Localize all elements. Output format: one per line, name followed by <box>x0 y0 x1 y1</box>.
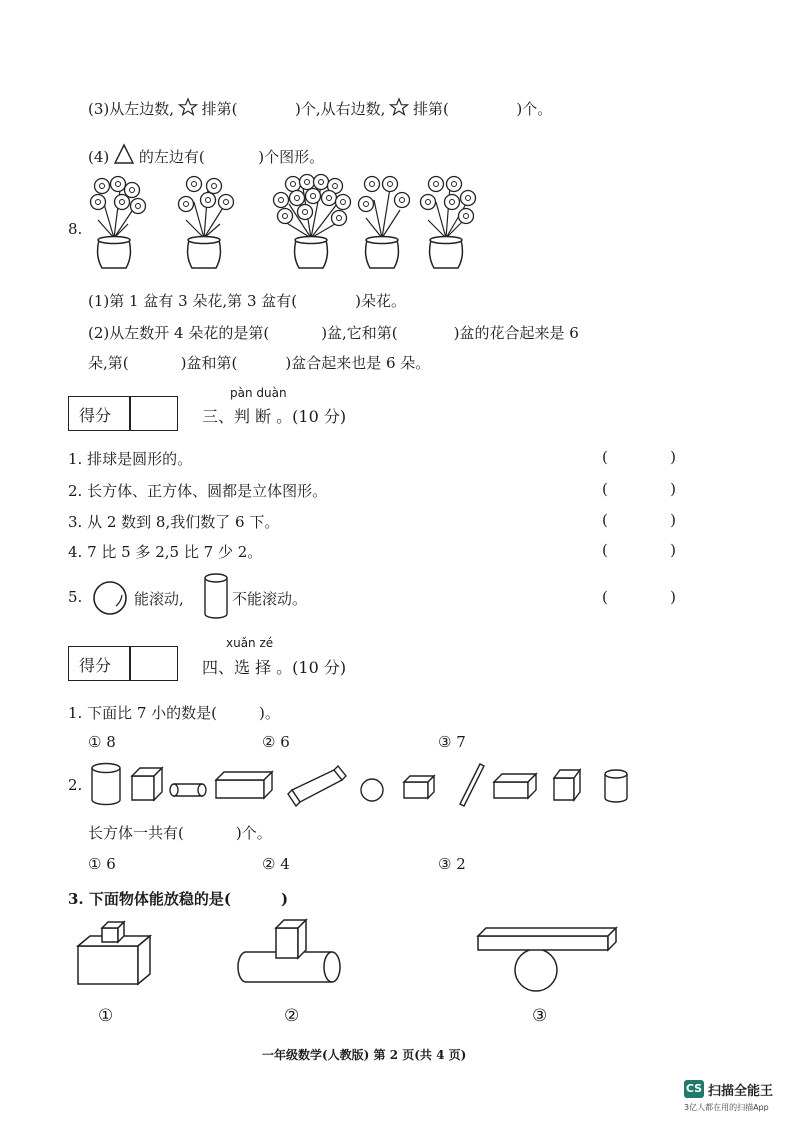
sphere-icon <box>92 580 128 616</box>
stack-option-1-illustration[interactable] <box>76 922 156 986</box>
judge-item-5-a: 能滚动, <box>134 590 184 608</box>
triangle-icon <box>114 144 134 164</box>
star-icon <box>179 98 197 116</box>
score-box-section3: 得分 <box>68 396 178 431</box>
stack-option-2-illustration[interactable] <box>236 918 346 984</box>
choice-q1-option-1[interactable]: ① 8 <box>88 733 116 751</box>
choice-q2-number: 2. <box>68 776 83 794</box>
section4-pinyin: xuǎn zé <box>226 636 274 650</box>
flower-pot-3 <box>274 175 351 269</box>
q8-item2-cont: 朵,第( )盆和第( )盆合起来也是 6 朵。 <box>88 354 431 372</box>
judge-item-2: 2. 长方体、正方体、圆都是立体图形。 <box>68 482 328 500</box>
choice-q2-option-1[interactable]: ① 6 <box>88 855 116 873</box>
flower-pot-5 <box>421 177 476 269</box>
judge-item-3: 3. 从 2 数到 8,我们数了 6 下。 <box>68 513 280 531</box>
scanner-badge: CS <box>684 1080 704 1098</box>
q8-item2: (2)从左数开 4 朵花的是第( )盆,它和第( )盆的花合起来是 6 <box>88 324 579 342</box>
choice-q2-option-3[interactable]: ③ 2 <box>438 855 466 873</box>
judge-item-1: 1. 排球是圆形的。 <box>68 450 193 468</box>
judge-answer-3[interactable]: ( ) <box>602 511 676 529</box>
judge-answer-1[interactable]: ( ) <box>602 448 676 466</box>
judge-answer-2[interactable]: ( ) <box>602 480 676 498</box>
q7-item4: (4) 的左边有( )个图形。 <box>88 144 324 167</box>
scanner-app-name: 扫描全能王 <box>708 1084 774 1099</box>
score-box-section4: 得分 <box>68 646 178 681</box>
judge-answer-4[interactable]: ( ) <box>602 541 676 559</box>
q7-item3: (3)从左边数, 排第( )个,从右边数, 排第( )个。 <box>88 100 553 118</box>
star-icon <box>390 98 408 116</box>
choice-q2: 长方体一共有( )个。 <box>88 824 272 842</box>
q8-number: 8. <box>68 220 83 238</box>
stack-option-1-label[interactable]: ① <box>98 1006 114 1026</box>
choice-q1: 1. 下面比 7 小的数是( )。 <box>68 704 280 722</box>
choice-q1-option-3[interactable]: ③ 7 <box>438 733 466 751</box>
flower-pot-1 <box>91 177 146 269</box>
judge-item-5: 5. <box>68 588 83 606</box>
choice-q3: 3. 下面物体能放稳的是( ) <box>68 890 289 908</box>
page-footer: 一年级数学(人教版) 第 2 页(共 4 页) <box>262 1048 467 1062</box>
solids-row-illustration <box>88 760 648 810</box>
stack-option-3-label[interactable]: ③ <box>532 1006 548 1026</box>
choice-q1-option-2[interactable]: ② 6 <box>262 733 290 751</box>
judge-answer-5[interactable]: ( ) <box>602 588 676 606</box>
scanner-app-tagline: 3亿人都在用的扫描App <box>684 1103 769 1112</box>
judge-item-5-b: 不能滚动。 <box>232 590 308 608</box>
flower-pots-illustration <box>86 174 646 274</box>
stack-option-3-illustration[interactable] <box>474 922 624 992</box>
q8-item1: (1)第 1 盆有 3 朵花,第 3 盆有( )朵花。 <box>88 292 406 310</box>
flower-pot-4 <box>359 177 410 269</box>
cylinder-icon <box>202 573 230 619</box>
section3-pinyin: pàn duàn <box>230 386 287 400</box>
stack-option-2-label[interactable]: ② <box>284 1006 300 1026</box>
section3-title: 三、判 断 。(10 分) <box>202 407 347 426</box>
flower-pot-2 <box>179 177 234 269</box>
choice-q2-option-2[interactable]: ② 4 <box>262 855 290 873</box>
judge-item-4: 4. 7 比 5 多 2,5 比 7 少 2。 <box>68 543 263 561</box>
section4-title: 四、选 择 。(10 分) <box>202 658 347 677</box>
